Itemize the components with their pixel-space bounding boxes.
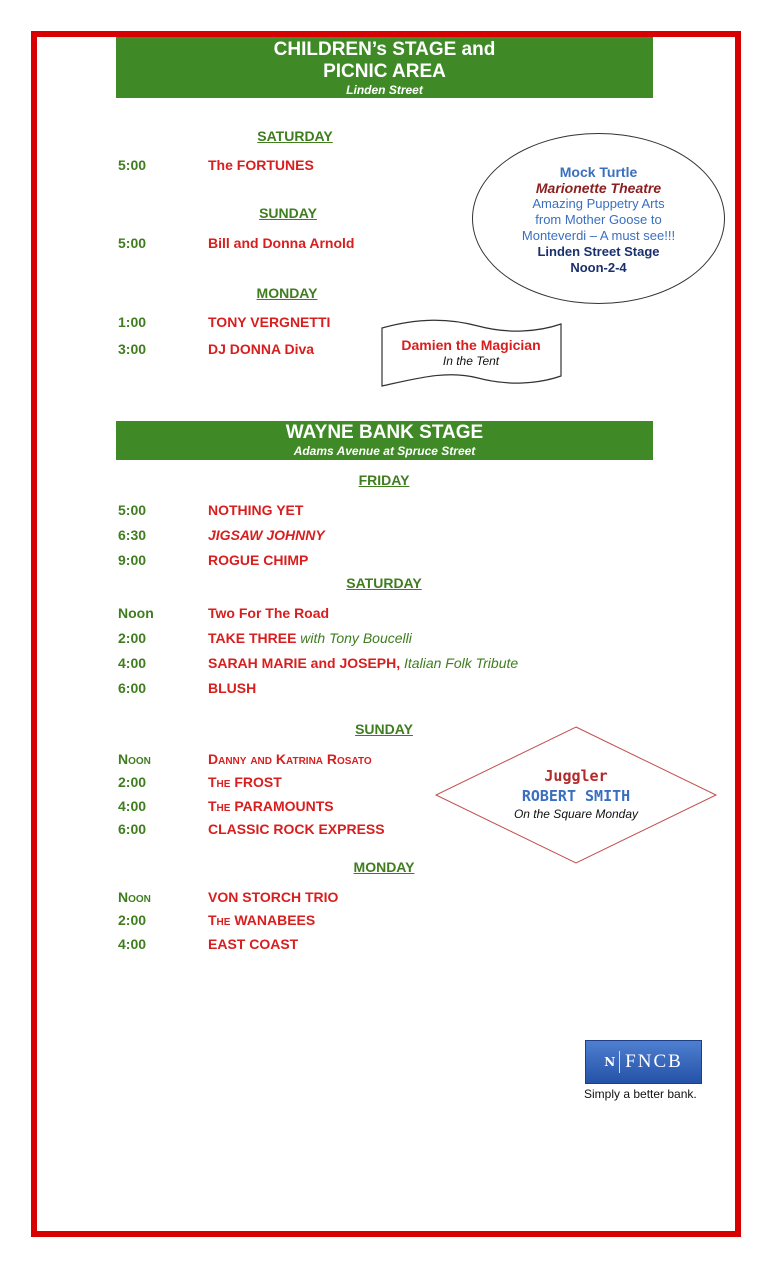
magician-name: Damien the Magician (401, 337, 541, 353)
wayne-monday-heading: MONDAY (353, 859, 415, 875)
juggler-title: Juggler (544, 767, 608, 785)
children-monday-time-2: 3:00 (118, 341, 147, 357)
wayne-saturday-act-2 (208, 629, 412, 647)
wayne-sunday-heading: SUNDAY (355, 721, 413, 737)
wayne-friday-act-2: JIGSAW JOHNNY (208, 527, 325, 543)
children-monday-act-1: TONY VERGNETTI (208, 314, 331, 330)
magician-location: In the Tent (442, 354, 500, 368)
act-note: with Tony Boucelli (296, 630, 412, 646)
act-note: Italian Folk Tribute (400, 655, 519, 671)
wayne-saturday-time-1: Noon (118, 605, 154, 621)
mock-turtle-location: Linden Street Stage (537, 244, 660, 259)
children-sunday-time-1: 5:00 (118, 235, 147, 251)
mock-turtle-title: Mock Turtle (559, 164, 638, 180)
juggler-location: On the Square Monday (513, 807, 639, 821)
logo-divider (619, 1051, 620, 1073)
wayne-bank-stage-subtitle: Adams Avenue at Spruce Street (293, 444, 476, 458)
wayne-monday-act-2: The WANABEES (208, 912, 316, 928)
juggler-name: ROBERT SMITH (521, 787, 631, 805)
mock-turtle-desc-2: from Mother Goose to (535, 212, 662, 227)
wayne-sunday-time-1: Noon (118, 751, 151, 767)
children-monday-act-2: DJ DONNA Diva (208, 341, 315, 357)
wayne-saturday-time-2: 2:00 (118, 630, 147, 646)
children-saturday-act-1: The FORTUNES (208, 157, 314, 173)
wayne-saturday-time-3: 4:00 (118, 655, 147, 671)
magician-callout (378, 336, 564, 369)
children-sunday-act-1: Bill and Donna Arnold (208, 235, 355, 251)
marionette-theatre: Marionette Theatre (535, 180, 662, 196)
wayne-sunday-act-2: The FROST (208, 774, 282, 790)
wayne-sunday-time-3: 4:00 (118, 798, 147, 814)
wayne-bank-stage-title: WAYNE BANK STAGE (285, 422, 484, 443)
mock-turtle-callout (472, 133, 725, 304)
wayne-friday-time-2: 6:30 (118, 527, 147, 543)
wayne-friday-act-3: ROGUE CHIMP (208, 552, 309, 568)
wayne-friday-act-1: NOTHING YET (208, 502, 304, 518)
wayne-saturday-act-4: BLUSH (208, 680, 257, 696)
act-name: SARAH MARIE and JOSEPH, (208, 655, 401, 671)
wayne-friday-heading: FRIDAY (358, 472, 410, 488)
wayne-saturday-heading: SATURDAY (346, 575, 422, 591)
children-monday-heading: MONDAY (256, 285, 318, 301)
children-monday-time-1: 1:00 (118, 314, 147, 330)
children-saturday-time-1: 5:00 (118, 157, 147, 173)
children-stage-title-line2: PICNIC AREA (323, 61, 446, 82)
wayne-sunday-act-4: CLASSIC ROCK EXPRESS (208, 821, 385, 837)
wayne-friday-time-3: 9:00 (118, 552, 147, 568)
wayne-monday-act-3: EAST COAST (208, 936, 299, 952)
children-stage-subtitle: Linden Street (346, 83, 423, 97)
wayne-monday-time-3: 4:00 (118, 936, 147, 952)
act-name: TAKE THREE (208, 630, 297, 646)
children-sunday-heading: SUNDAY (259, 205, 317, 221)
wayne-sunday-time-2: 2:00 (118, 774, 147, 790)
children-saturday-heading: SATURDAY (257, 128, 333, 144)
fncb-logo (585, 1040, 702, 1084)
mock-turtle-desc-3: Monteverdi – A must see!!! (521, 228, 676, 243)
wayne-sunday-act-1: Danny and Katrina Rosato (208, 751, 372, 767)
children-stage-banner (116, 37, 653, 98)
fncb-name: FNCB (625, 1051, 683, 1072)
wayne-bank-stage-banner (116, 421, 653, 460)
wayne-sunday-act-3: The PARAMOUNTS (208, 798, 334, 814)
wayne-sunday-time-4: 6:00 (118, 821, 147, 837)
wayne-friday-time-1: 5:00 (118, 502, 147, 518)
mock-turtle-desc-1: Amazing Puppetry Arts (532, 196, 665, 211)
wayne-saturday-time-4: 6:00 (118, 680, 147, 696)
juggler-callout (474, 766, 678, 822)
children-stage-title-line1: CHILDREN’s STAGE and (273, 39, 496, 60)
wayne-saturday-act-1: Two For The Road (208, 605, 330, 621)
fncb-mark-icon: N (604, 1055, 616, 1069)
wayne-monday-act-1: VON STORCH TRIO (208, 889, 339, 905)
wayne-saturday-act-3 (208, 654, 518, 672)
sponsor-tagline: Simply a better bank. (584, 1087, 697, 1101)
wayne-monday-time-2: 2:00 (118, 912, 147, 928)
wayne-monday-time-1: Noon (118, 889, 151, 905)
mock-turtle-times: Noon-2-4 (570, 260, 627, 275)
